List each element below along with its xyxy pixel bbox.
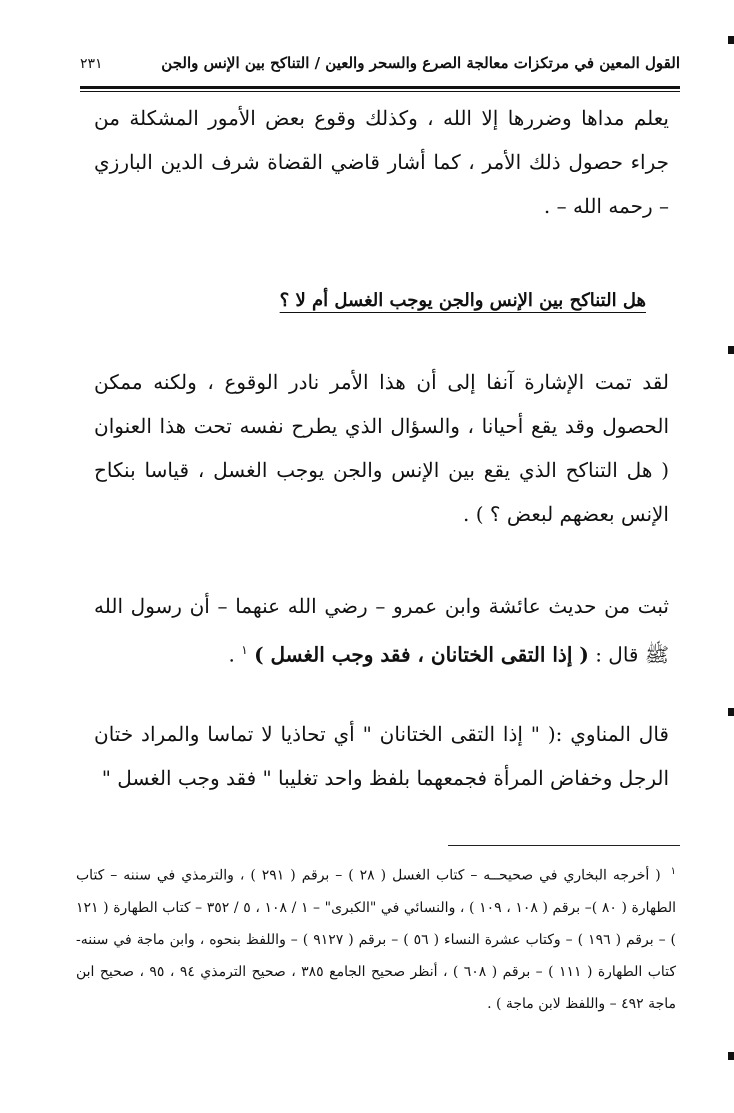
page-number: ٢٣١ [80, 56, 103, 72]
footnote-reference[interactable]: ١ [241, 643, 248, 657]
footnote [76, 856, 676, 1020]
hadith-end: . [228, 642, 235, 667]
munawi-paragraph: قال المناوي :( " إذا التقى الختانان " أي تحاذيا لا تماسا والمراد ختان الرجل وخفاض المرأة فجمعهما بلفظ واحد تغليبا " فقد وجب الغسل " [94, 722, 669, 790]
running-header [80, 48, 680, 84]
header-title: القول المعين في مرتكزات معالجة الصرع والسحر والعين / التناكح بين الإنس والجن [161, 54, 680, 72]
scan-edge-mark [728, 346, 734, 354]
scan-edge-mark [728, 36, 734, 44]
footnote-mark: ١ [670, 866, 677, 877]
hadith-paragraph [94, 584, 669, 677]
hadith-intro: ثبت من حديث عائشة وابن عمرو – رضي الله عنهما – أن رسول الله ﷺ قال : [94, 594, 669, 667]
section-heading: هل التناكح بين الإنس والجن يوجب الغسل أم لا ؟ [279, 290, 646, 311]
header-rule-thin [80, 91, 680, 92]
scan-edge-mark [728, 708, 734, 716]
hadith-quote: ( إذا التقى الختانان ، فقد وجب الغسل ) [254, 642, 589, 667]
footnote-separator [448, 845, 680, 846]
intro-paragraph: يعلم مداها وضررها إلا الله ، وكذلك وقوع بعض الأمور المشكلة من جراء حصول ذلك الأمر ، كما أشار قاضي القضاة شرف الدين البارزي – رحمه الله – . [94, 106, 669, 218]
footnote-text: ( أخرجه البخاري في صحيحــه – كتاب الغسل ( ٢٨ ) – برقم ( ٢٩١ ) ، والترمذي في سننه – كتاب الطهارة ( ٨٠ )– برقم ( ١٠٨ ، ١٠٩ ) ، والنسائي في "الكبرى" – ١ / ١٠٨ ، ٥ / ٣٥٢ – كتاب الطهارة ( ١٢١ ) – برقم ( ١٩٦ ) – وكتاب عشرة النساء ( ٥٦ ) – برقم ( ٩١٢٧ ) – واللفظ بنحوه ، وابن ماجة في سننه- كتاب الطهارة ( ١١١ ) – برقم ( ٦٠٨ ) ، أنظر صحيح الجامع ٣٨٥ ، صحيح الترمذي ٩٤ ، ٩٥ ، صحيح ابن ماجة ٤٩٢ – واللفظ لابن ماجة ) . [76, 867, 677, 1012]
header-rule-thick [80, 86, 680, 89]
paragraph-two: لقد تمت الإشارة آنفا إلى أن هذا الأمر نادر الوقوع ، ولكنه ممكن الحصول وقد يقع أحيانا ، والسؤال الذي يطرح نفسه تحت هذا العنوان ( هل التناكح الذي يقع بين الإنس والجن يوجب الغسل ، قياسا بنكاح الإنس بعضهم لبعض ؟ ) . [94, 370, 669, 526]
scan-edge-mark [728, 1052, 734, 1060]
